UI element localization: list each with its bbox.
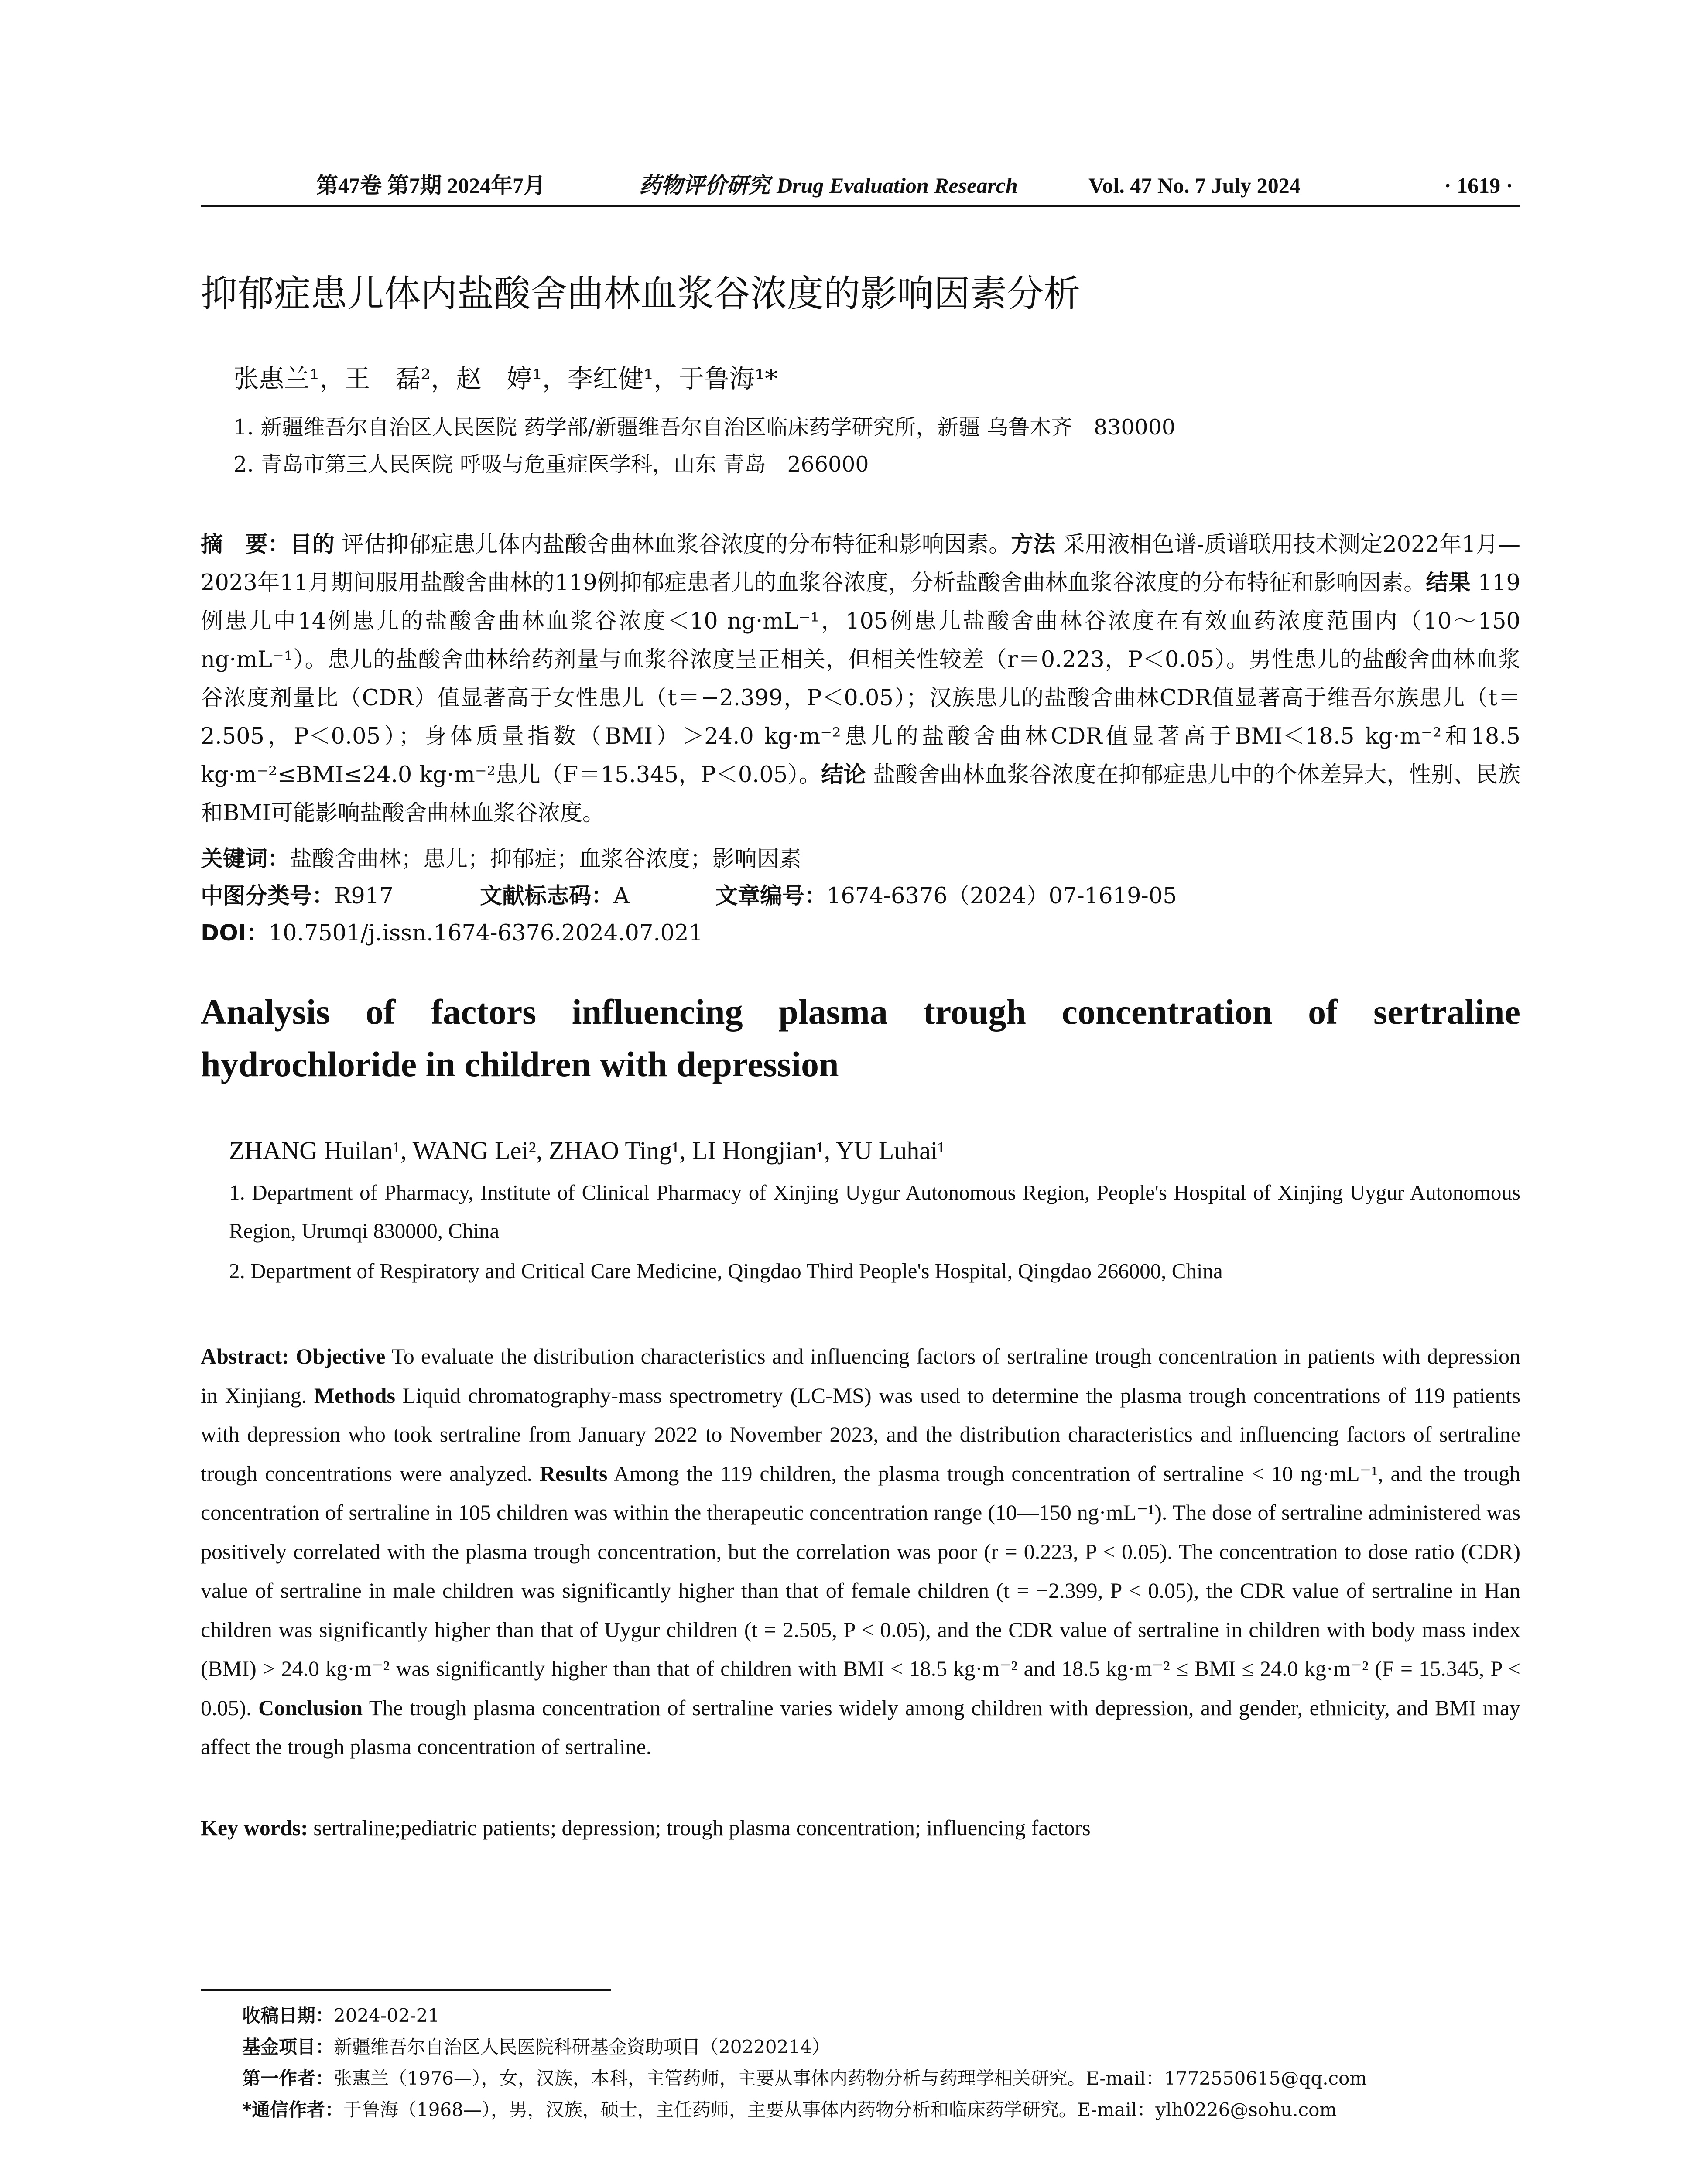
conclusion-en-text: The trough plasma concentration of sertraline varies widely among children with depression, and gender, ethnicity, and BMI may affect the trough plasma concentration of sertraline. xyxy=(201,1695,1520,1759)
keywords-en-label: Key words: xyxy=(201,1815,308,1840)
received-label: 收稿日期： xyxy=(242,2005,334,2026)
header-journal-en: Drug Evaluation Research xyxy=(777,173,1018,198)
keywords-en-text: sertraline;pediatric patients; depression; trough plasma concentration; influencing factors xyxy=(313,1815,1091,1840)
results-en-label: Results xyxy=(539,1461,608,1486)
affiliation-cn-1: 1. 新疆维吾尔自治区人民医院 药学部/新疆维吾尔自治区临床药学研究所，新疆 乌鲁木齐 830000 xyxy=(233,415,1176,440)
fund-label: 基金项目： xyxy=(242,2036,334,2058)
affiliation-cn-2: 2. 青岛市第三人民医院 呼吸与危重症医学科，山东 青岛 266000 xyxy=(233,452,869,477)
article-no-value: 1674-6376（2024）07-1619-05 xyxy=(827,883,1177,909)
keywords-cn-label: 关键词： xyxy=(201,846,290,872)
methods-en-label: Methods xyxy=(314,1383,395,1408)
conclusion-en-label: Conclusion xyxy=(258,1695,363,1720)
classification-line xyxy=(201,879,1177,914)
methods-en-text: Liquid chromatography-mass spectrometry (LC-MS) was used to determine the plasma trough concentrations of 119 patients with depression who took sertraline from January 2022 to November 2023, and the distribution characteristics and influencing factors of sertraline trough concentrations were analyzed. xyxy=(201,1383,1521,1486)
title-cn: 抑郁症患儿体内盐酸舍曲林血浆谷浓度的影响因素分析 xyxy=(201,272,1081,315)
article-no-label: 文章编号： xyxy=(715,883,827,909)
abstract-en-label: Abstract: xyxy=(201,1344,289,1368)
doi-line xyxy=(201,916,703,951)
header-issue-cn: 第47卷 第7期 2024年7月 xyxy=(316,173,545,198)
first-author-value: 张惠兰（1976—），女，汉族，本科，主管药师，主要从事体内药物分析与药理学相关研究。E-mail：1772550615@qq.com xyxy=(334,2068,1367,2089)
doi-label: DOI： xyxy=(201,920,269,946)
methods-cn-label: 方法 xyxy=(1011,532,1056,557)
title-en: Analysis of factors influencing plasma trough concentration of sertraline hydrochloride in children with depression xyxy=(201,992,1520,1084)
footnote-received xyxy=(242,2002,439,2029)
abstract-cn-label: 摘 要： xyxy=(201,532,290,557)
footnote-corresponding xyxy=(242,2096,1337,2123)
objective-en-label: Objective xyxy=(295,1344,386,1368)
class-value: R917 xyxy=(334,883,394,909)
doccode-label: 文献标志码： xyxy=(480,883,614,909)
received-value: 2024-02-21 xyxy=(334,2005,440,2026)
methods-cn-text: 采用液相色谱-质谱联用技术测定2022年1月—2023年11月期间服用盐酸舍曲林的119例抑郁症患者儿的血浆谷浓度，分析盐酸舍曲林血浆谷浓度的分布特征和影响因素。 xyxy=(201,532,1520,596)
abstract-en xyxy=(201,1337,1520,1767)
header-page-number: · 1619 · xyxy=(1444,173,1513,198)
conclusion-cn-label: 结论 xyxy=(821,762,866,788)
keywords-cn-text: 盐酸舍曲林；患儿；抑郁症；血浆谷浓度；影响因素 xyxy=(290,846,802,872)
objective-cn-label: 目的 xyxy=(290,532,335,557)
authors-cn: 张惠兰¹，王 磊²，赵 婷¹，李红健¹，于鲁海¹* xyxy=(233,364,778,393)
footnote-divider xyxy=(201,1989,611,1991)
results-cn-label: 结果 xyxy=(1426,570,1471,596)
conclusion-cn-text: 盐酸舍曲林血浆谷浓度在抑郁症患儿中的个体差异大，性别、民族和BMI可能影响盐酸舍曲林血浆谷浓度。 xyxy=(201,762,1520,826)
corresponding-value: 于鲁海（1968—），男，汉族，硕士，主任药师，主要从事体内药物分析和临床药学研究。E-mail：ylh0226@sohu.com xyxy=(343,2099,1337,2120)
corresponding-label: *通信作者： xyxy=(242,2099,343,2120)
doi-value: 10.7501/j.issn.1674-6376.2024.07.021 xyxy=(268,920,703,946)
authors-en: ZHANG Huilan¹, WANG Lei², ZHAO Ting¹, LI Hongjian¹, YU Luhai¹ xyxy=(229,1136,945,1165)
first-author-label: 第一作者： xyxy=(242,2068,334,2089)
journal-logo-cn: 药物评价研究 xyxy=(639,172,770,198)
doccode-value: A xyxy=(613,883,630,909)
keywords-en xyxy=(201,1810,1091,1845)
fund-value: 新疆维吾尔自治区人民医院科研基金资助项目（20220214） xyxy=(334,2036,830,2058)
class-label: 中图分类号： xyxy=(201,883,335,909)
running-header xyxy=(201,170,1520,207)
objective-en-text: To evaluate the distribution characteristics and influencing factors of sertraline trough concentration in patients with depression in Xinjiang. xyxy=(201,1344,1520,1408)
results-cn-text: 119例患儿中14例患儿的盐酸舍曲林血浆谷浓度＜10 ng·mL⁻¹，105例患儿盐酸舍曲林谷浓度在有效血药浓度范围内（10～150 ng·mL⁻¹）。患儿的盐酸舍曲林给药剂量与血浆谷浓度呈正相关，但相关性较差（r＝0.223，P＜0.05）。男性患儿的盐酸舍曲林血浆谷浓度剂量比（CDR）值显著高于女性患儿（t＝−2.399，P＜0.05）；汉族患儿的盐酸舍曲林CDR值显著高于维吾尔族患儿（t＝2.505，P＜0.05）；身体质量指数（BMI）＞24.0 kg·m⁻²患儿的盐酸舍曲林CDR值显著高于BMI＜18.5 kg·m⁻²和18.5 kg·m⁻²≤BMI≤24.0 kg·m⁻²患儿（F＝15.345，P＜0.05）。 xyxy=(201,570,1520,788)
results-en-text: Among the 119 children, the plasma trough concentration of sertraline < 10 ng·mL⁻¹, and the trough concentration of sertraline in 105 children was within the therapeutic concentration range (10—150 ng·mL⁻¹). The dose of sertraline administered was positively correlated with the plasma trough concentration, but the correlation was poor (r = 0.223, P < 0.05). The concentration to dose ratio (CDR) value of sertraline in male children was significantly higher than that of female children (t = −2.399, P < 0.05), the CDR value of sertraline in Han children was significantly higher than that of Uygur children (t = 2.505, P < 0.05), and the CDR value of sertraline in children with body mass index (BMI) > 24.0 kg·m⁻² was significantly higher than that of children with BMI < 18.5 kg·m⁻² and 18.5 kg·m⁻² ≤ BMI ≤ 24.0 kg·m⁻² (F = 15.345, P < 0.05). xyxy=(201,1461,1520,1720)
objective-cn-text: 评估抑郁症患儿体内盐酸舍曲林血浆谷浓度的分布特征和影响因素。 xyxy=(342,532,1011,557)
affiliation-en-1: 1. Department of Pharmacy, Institute of Clinical Pharmacy of Xinjing Uygur Autonomous Region, People's Hospital of Xinjing Uygur Autonomous Region, Urumqi 830000, China xyxy=(229,1180,1520,1243)
header-volume-en: Vol. 47 No. 7 July 2024 xyxy=(1088,173,1301,198)
abstract-cn xyxy=(201,526,1520,833)
affiliation-en-2: 2. Department of Respiratory and Critical Care Medicine, Qingdao Third People's Hospital, Qingdao 266000, China xyxy=(229,1259,1223,1283)
footnote-fund xyxy=(242,2034,830,2061)
footnote-first-author xyxy=(242,2065,1367,2092)
keywords-cn xyxy=(201,842,801,877)
